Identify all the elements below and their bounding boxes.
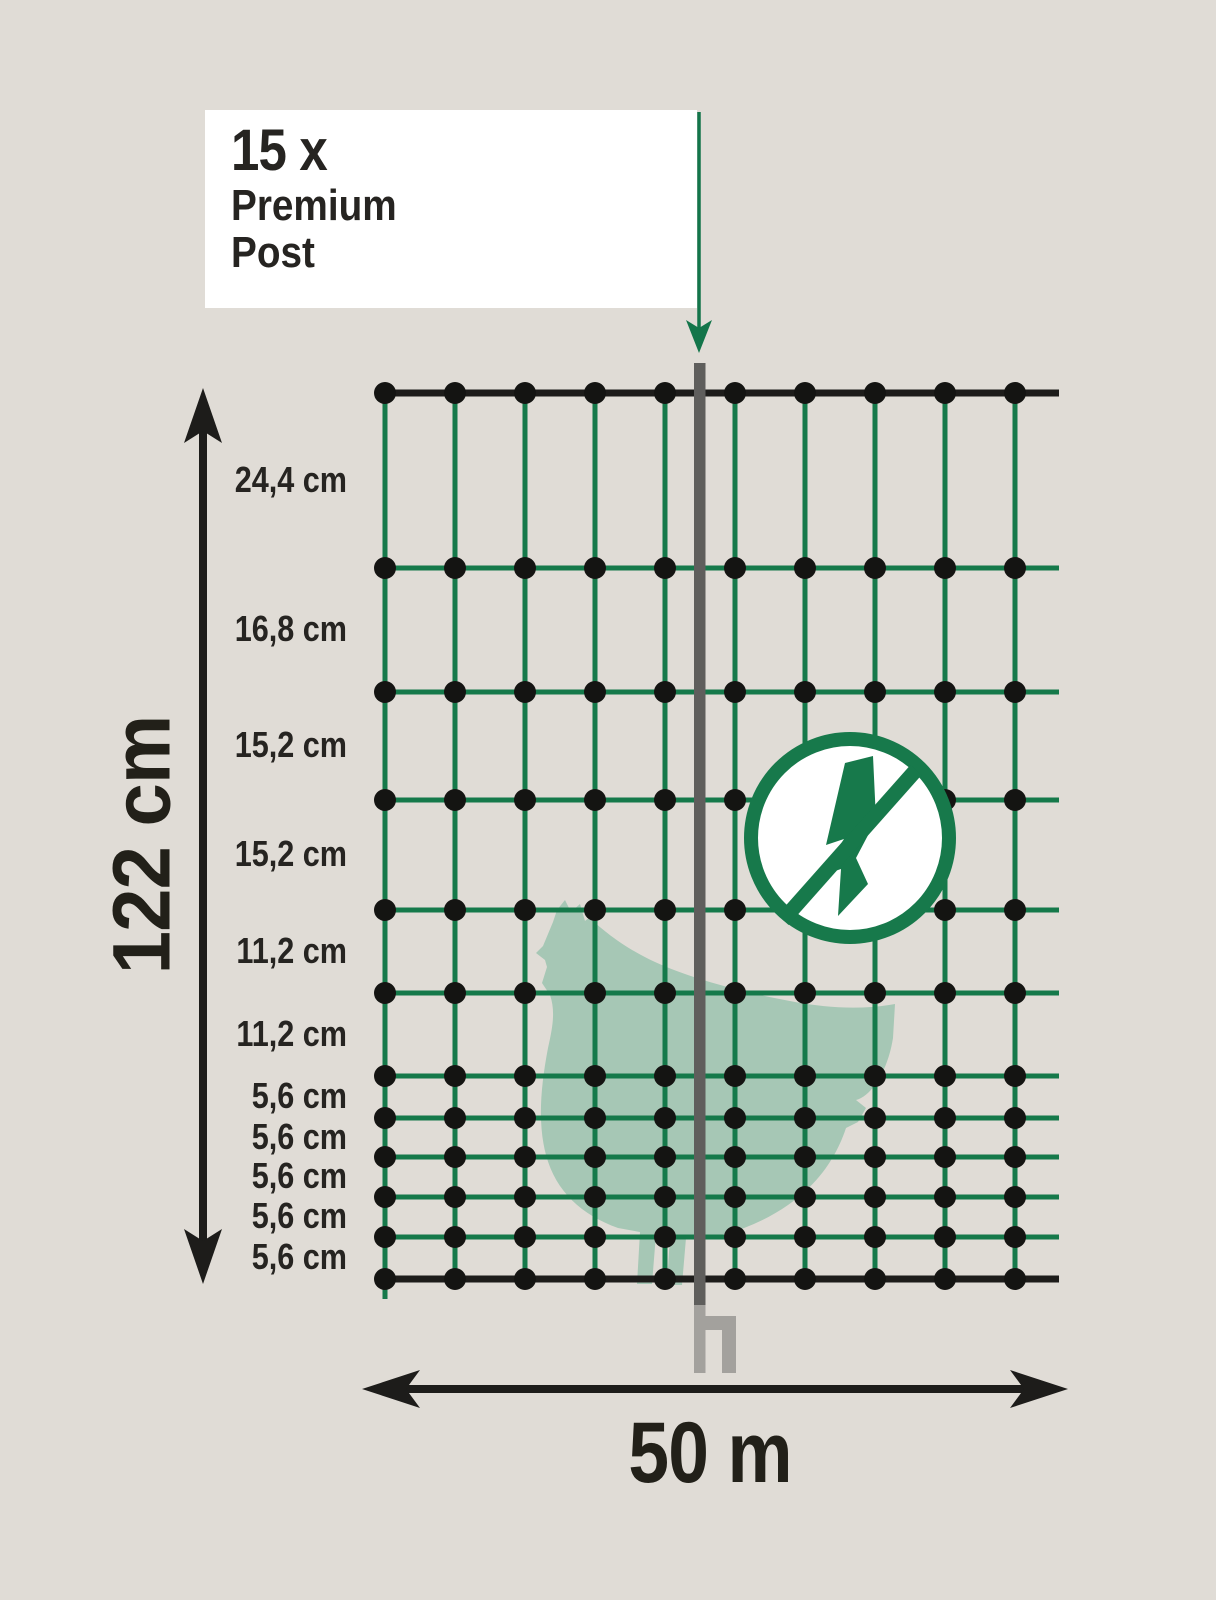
net-knot — [444, 982, 466, 1004]
net-knot — [724, 382, 746, 404]
net-knot — [374, 982, 396, 1004]
net-knot — [374, 557, 396, 579]
net-knot — [584, 1065, 606, 1087]
net-knot — [584, 1107, 606, 1129]
net-knot — [374, 1107, 396, 1129]
net-knot — [514, 789, 536, 811]
net-knot — [514, 382, 536, 404]
net-knot — [864, 1107, 886, 1129]
net-knot — [374, 789, 396, 811]
net-knot — [864, 1226, 886, 1248]
net-knot — [724, 1186, 746, 1208]
mesh-gap-label: 15,2 cm — [234, 833, 347, 874]
net-knot — [724, 789, 746, 811]
net-knot — [1004, 1107, 1026, 1129]
net-knot — [794, 1146, 816, 1168]
net-knot — [514, 1065, 536, 1087]
width-arrow — [362, 1370, 1068, 1408]
net-knot — [584, 789, 606, 811]
net-knot — [864, 1065, 886, 1087]
net-knot — [724, 1146, 746, 1168]
net-knot — [514, 1226, 536, 1248]
net-knot — [864, 1146, 886, 1168]
net-knot — [444, 557, 466, 579]
net-knot — [654, 1268, 676, 1290]
net-knot — [444, 1268, 466, 1290]
net-knot — [654, 1107, 676, 1129]
net-knot — [864, 557, 886, 579]
net-knot — [794, 1268, 816, 1290]
net-knot — [724, 681, 746, 703]
net-knot — [1004, 557, 1026, 579]
net-knot — [374, 1186, 396, 1208]
net-knot — [934, 1226, 956, 1248]
net-knot — [934, 1268, 956, 1290]
net-knot — [934, 382, 956, 404]
net-knot — [654, 1146, 676, 1168]
net-knot — [654, 557, 676, 579]
net-knot — [654, 1226, 676, 1248]
net-knot — [514, 982, 536, 1004]
mesh-gap-label: 5,6 cm — [251, 1115, 347, 1157]
net-knot — [444, 1107, 466, 1129]
net-knot — [724, 982, 746, 1004]
mesh-gap-label: 5,6 cm — [251, 1195, 347, 1236]
net-knot — [724, 1107, 746, 1129]
mesh-gap-label: 11,2 cm — [236, 1012, 347, 1054]
net-knot — [1004, 1146, 1026, 1168]
net-knot — [584, 1146, 606, 1168]
net-knot — [1004, 982, 1026, 1004]
net-knot — [444, 1226, 466, 1248]
net-knot — [444, 681, 466, 703]
net-knot — [584, 899, 606, 921]
mesh-gap-label: 5,6 cm — [251, 1236, 347, 1277]
net-knot — [794, 1186, 816, 1208]
net-knot — [374, 899, 396, 921]
mesh-gap-label: 16,8 cm — [234, 608, 347, 649]
net-knot — [724, 1226, 746, 1248]
post-name-line2: Post — [231, 228, 315, 277]
net-knot — [1004, 681, 1026, 703]
net-knot — [794, 982, 816, 1004]
net-knot — [654, 982, 676, 1004]
net-knot — [514, 557, 536, 579]
net-knot — [444, 1146, 466, 1168]
net-length-label: 50 m — [628, 1405, 792, 1501]
net-knot — [1004, 1226, 1026, 1248]
net-knot — [654, 1065, 676, 1087]
net-knot — [444, 382, 466, 404]
net-knot — [1004, 1065, 1026, 1087]
net-knot — [514, 1107, 536, 1129]
mesh-gap-label: 11,2 cm — [236, 929, 347, 971]
net-knot — [514, 899, 536, 921]
net-knot — [654, 681, 676, 703]
mesh-gap-label: 5,6 cm — [251, 1155, 347, 1196]
net-knot — [794, 382, 816, 404]
net-knot — [724, 899, 746, 921]
net-knot — [724, 1065, 746, 1087]
net-knot — [934, 1107, 956, 1129]
net-knot — [864, 1186, 886, 1208]
mesh-gap-label: 15,2 cm — [234, 724, 347, 765]
net-knot — [654, 1186, 676, 1208]
net-knot — [934, 1146, 956, 1168]
net-knot — [1004, 789, 1026, 811]
net-knot — [584, 681, 606, 703]
post-ground-spike — [694, 1305, 736, 1373]
net-knot — [1004, 899, 1026, 921]
net-knot — [374, 1226, 396, 1248]
net-height-label: 122 cm — [96, 715, 188, 975]
net-knot — [794, 1065, 816, 1087]
net-knot — [374, 1065, 396, 1087]
net-knot — [1004, 1186, 1026, 1208]
net-knot — [374, 681, 396, 703]
net-knot — [514, 681, 536, 703]
net-knot — [864, 982, 886, 1004]
net-knot — [724, 557, 746, 579]
net-knot — [584, 382, 606, 404]
no-electricity-icon — [751, 739, 949, 937]
net-knot — [584, 982, 606, 1004]
net-knot — [864, 1268, 886, 1290]
net-knot — [514, 1146, 536, 1168]
net-knot — [374, 1268, 396, 1290]
net-knot — [934, 1186, 956, 1208]
net-knot — [864, 382, 886, 404]
net-knot — [444, 1065, 466, 1087]
net-knot — [514, 1268, 536, 1290]
net-knot — [584, 1268, 606, 1290]
net-knot — [444, 899, 466, 921]
net-knot — [934, 1065, 956, 1087]
net-knot — [654, 789, 676, 811]
net-knot — [444, 789, 466, 811]
net-knot — [724, 1268, 746, 1290]
net-knot — [1004, 1268, 1026, 1290]
net-knot — [514, 1186, 536, 1208]
net-knot — [374, 1146, 396, 1168]
net-knot — [654, 899, 676, 921]
post-count-label: 15 x — [231, 118, 327, 183]
net-knot — [794, 557, 816, 579]
net-knot — [374, 382, 396, 404]
net-knot — [654, 382, 676, 404]
net-knot — [934, 681, 956, 703]
net-knot — [794, 681, 816, 703]
net-knot — [934, 557, 956, 579]
net-knot — [794, 1226, 816, 1248]
chicken-silhouette — [536, 900, 895, 1285]
net-knot — [1004, 382, 1026, 404]
net-knot — [584, 557, 606, 579]
net-knot — [934, 982, 956, 1004]
post-pointer-arrow — [686, 112, 712, 353]
net-knot — [934, 899, 956, 921]
net-knot — [584, 1186, 606, 1208]
post-name-line1: Premium — [231, 181, 397, 230]
net-knot — [584, 1226, 606, 1248]
net-knot — [794, 1107, 816, 1129]
net-knot — [444, 1186, 466, 1208]
mesh-gap-label: 24,4 cm — [234, 458, 347, 500]
net-knot — [864, 681, 886, 703]
mesh-gap-label: 5,6 cm — [251, 1075, 347, 1116]
